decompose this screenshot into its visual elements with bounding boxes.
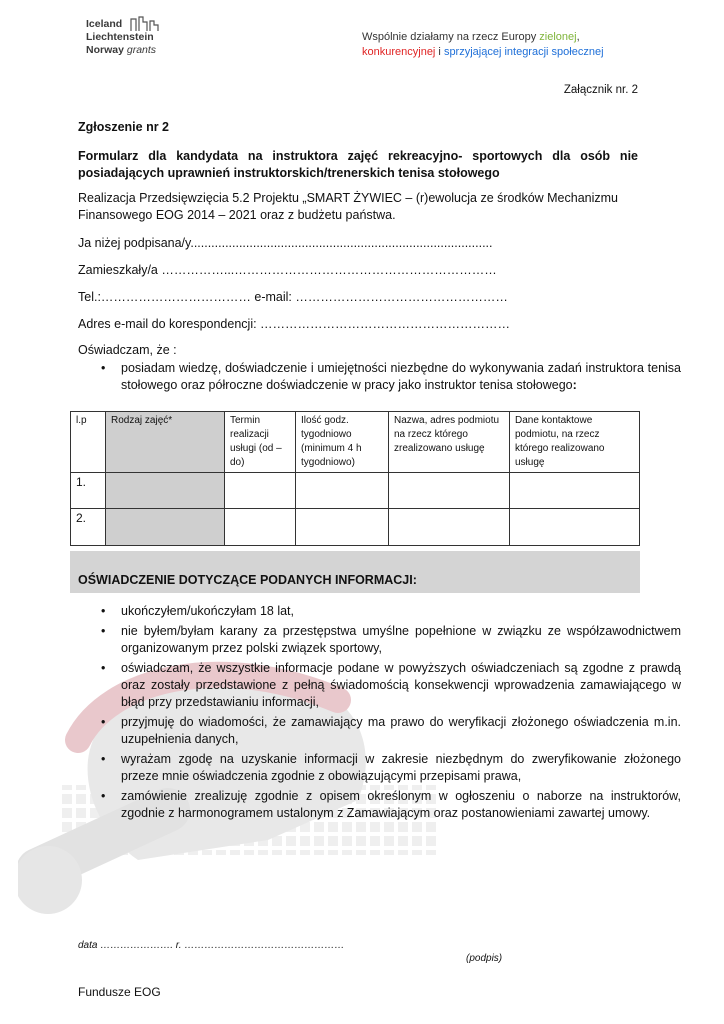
- table-cell[interactable]: [296, 509, 389, 546]
- row-number: 1.: [71, 473, 106, 509]
- logo-line: Iceland: [86, 18, 123, 30]
- logo-line: Liechtenstein: [86, 31, 154, 43]
- list-item: • ukończyłem/ukończyłam 18 lat,: [121, 603, 681, 620]
- table-cell[interactable]: [296, 473, 389, 509]
- phone-email-field[interactable]: Tel.:……………………………… e-mail: ……………………………………………: [78, 290, 508, 304]
- submission-title: Zgłoszenie nr 2: [78, 120, 169, 134]
- signature-caption: (podpis): [466, 953, 503, 964]
- col-header: Rodzaj zajęć*: [106, 412, 225, 473]
- table-cell[interactable]: [225, 509, 296, 546]
- experience-list: [78, 360, 681, 394]
- table-header-row: [71, 412, 640, 473]
- table-cell[interactable]: [106, 473, 225, 509]
- table-cell[interactable]: [510, 509, 640, 546]
- correspondence-email-field[interactable]: Adres e-mail do korespondencji: ……………………………………………………: [78, 317, 511, 331]
- eea-grants-logo: [86, 18, 156, 57]
- col-header: Dane kontaktowe podmiotu, na rzecz którego realizowano usługę: [510, 412, 640, 473]
- logo-line: Norway grants: [86, 44, 157, 56]
- table-cell[interactable]: [389, 473, 510, 509]
- logo-mark-icon: [130, 16, 160, 32]
- list-item: • zamówienie zrealizuję zgodnie z opisem określonym w ogłoszeniu o naborze na instruktorów, zgodnie z harmonogramem ustalonym z Zamawiającym oraz postanowieniami zawartej umowy.: [121, 788, 681, 822]
- form-title: Formularz dla kandydata na instruktora zajęć rekreacyjno- sportowych dla osób nie posiadających uprawnień instruktorskich/trenerskich tenisa stołowego: [78, 149, 638, 180]
- table-row: [71, 473, 640, 509]
- date-signature-line[interactable]: data …………………. r. …………………………………………: [78, 940, 345, 951]
- annex-number: Załącznik nr. 2: [563, 84, 638, 96]
- col-header: Ilość godz. tygodniowo (minimum 4 h tygodniowo): [296, 412, 389, 473]
- program-tagline: Wspólnie działamy na rzecz Europy zielonej, konkurencyjnej i sprzyjającej integracji społecznej: [362, 31, 604, 58]
- address-field[interactable]: Zamieszkały/a ……………...………………………………………………………: [78, 263, 497, 277]
- row-number: 2.: [71, 509, 106, 546]
- list-item: • posiadam wiedzę, doświadczenie i umiejętności niezbędne do wykonywania zadań instruktora tenisa stołowego oraz półroczne doświadczenie w pracy jako instruktor tenisa stołowego:: [121, 360, 681, 394]
- col-header: Termin realizacji usługi (od – do): [225, 412, 296, 473]
- declarations-list: [78, 603, 681, 822]
- project-realization-text: Realizacja Przedsięwzięcia 5.2 Projektu „SMART ŻYWIEC – (r)ewolucja ze środków Mechanizmu Finansowego EOG 2014 – 2021 oraz z budżetu państwa.: [78, 191, 619, 222]
- experience-table: [70, 411, 640, 546]
- table-cell[interactable]: [510, 473, 640, 509]
- list-item: • nie byłem/byłam karany za przestępstwa umyślne popełnione w związku ze współzawodnictwem organizowanym przez polski związek sportowy,: [121, 623, 681, 657]
- col-header: l.p: [71, 412, 106, 473]
- col-header: Nazwa, adres podmiotu na rzecz którego zrealizowano usługę: [389, 412, 510, 473]
- list-item: • przyjmuję do wiadomości, że zamawiający ma prawo do weryfikacji złożonego oświadczenia m.in. uzupełnienia danych,: [121, 714, 681, 748]
- table-cell[interactable]: [225, 473, 296, 509]
- table-cell[interactable]: [106, 509, 225, 546]
- declaration-heading-bar: [70, 551, 640, 593]
- list-item: • wyrażam zgodę na uzyskanie informacji w zakresie niezbędnym do zweryfikowanie złożonego przeze mnie oświadczenia zgodnie z obowiązującymi przepisami prawa,: [121, 751, 681, 785]
- declaration-heading: OŚWIADCZENIE DOTYCZĄCE PODANYCH INFORMACJI:: [78, 573, 417, 587]
- declare-label: Oświadczam, że :: [78, 343, 177, 357]
- table-row: [71, 509, 640, 546]
- table-cell[interactable]: [389, 509, 510, 546]
- list-item: • oświadczam, że wszystkie informacje podane w powyższych oświadczeniach są zgodne z prawdą oraz zostały przedstawione z pełną świadomością konsekwencji wprowadzenia zamawiającego w błąd przy przedstawianiu informacji,: [121, 660, 681, 711]
- name-field[interactable]: Ja niżej podpisana/y.......................................................................................: [78, 236, 493, 250]
- footer-text: Fundusze EOG: [78, 985, 161, 999]
